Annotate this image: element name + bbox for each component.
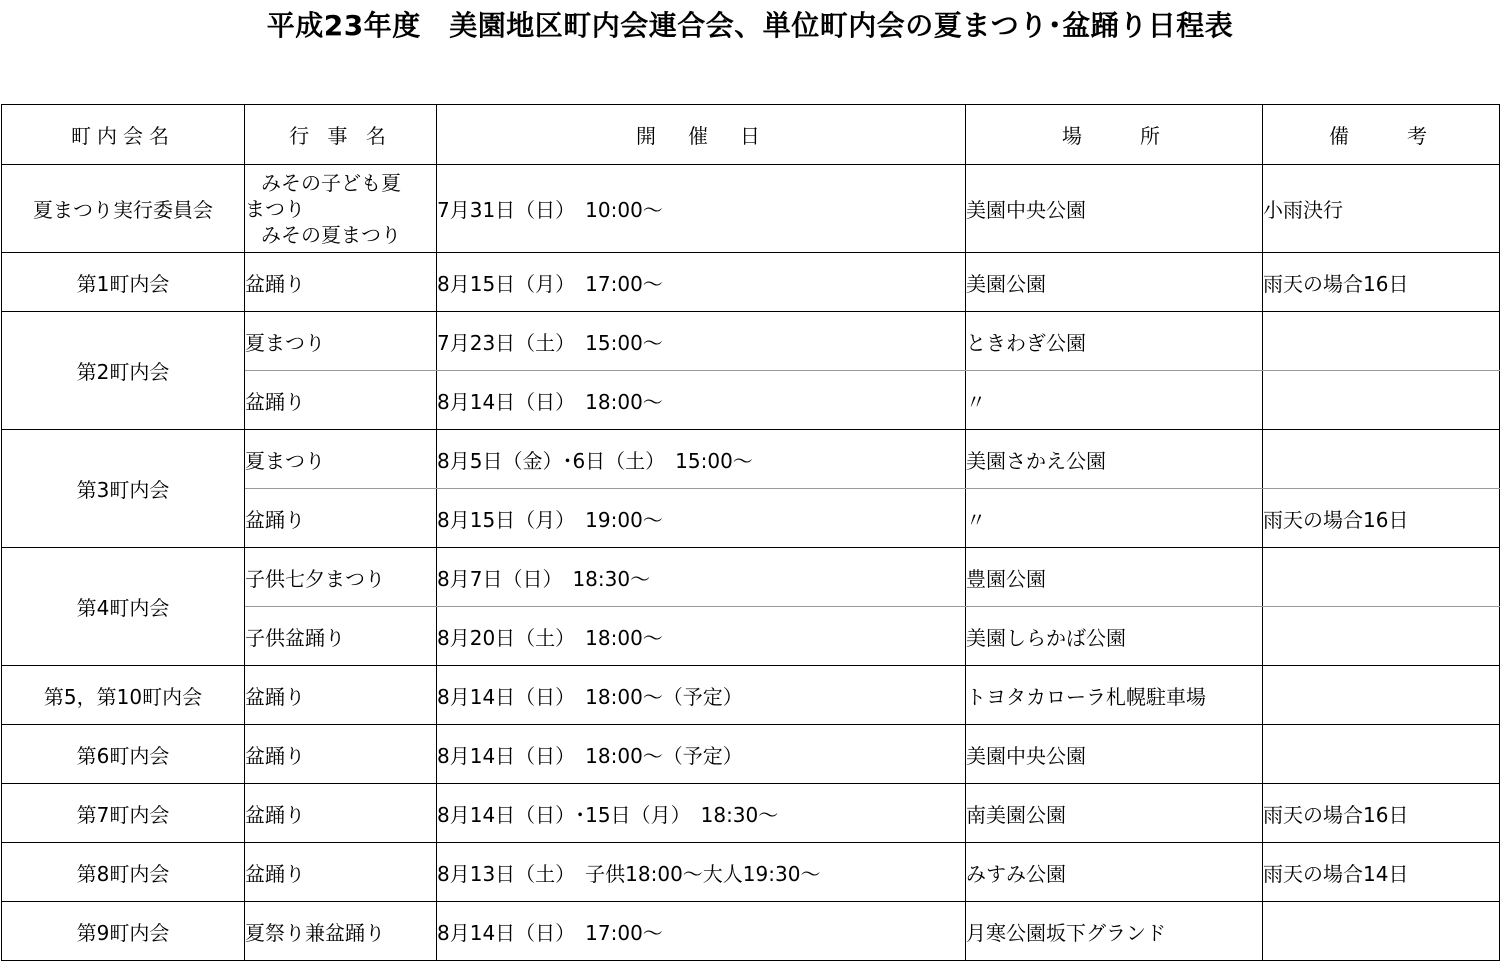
cell-date: 7月23日（土） 15:00～ (437, 312, 966, 371)
cell-note: 雨天の場合16日 (1263, 784, 1500, 843)
cell-date: 8月14日（日） 18:00～ (437, 371, 966, 430)
event-line: みその夏まつり (261, 222, 401, 247)
cell-event: 夏まつり (245, 312, 437, 371)
cell-place: 美園さかえ公園 (966, 430, 1263, 489)
cell-place: 美園公園 (966, 253, 1263, 312)
table-row (2, 902, 1500, 961)
table-row (2, 725, 1500, 784)
cell-note: 雨天の場合16日 (1263, 253, 1500, 312)
table-row (2, 548, 1500, 607)
header-row (2, 105, 1500, 165)
cell-town-association: 第1町内会 (2, 253, 245, 312)
cell-note (1263, 902, 1500, 961)
header-town-association: 町内会名 (2, 105, 245, 165)
cell-event: 夏祭り兼盆踊り (245, 902, 437, 961)
table-row (2, 784, 1500, 843)
cell-place: 美園中央公園 (966, 165, 1263, 253)
cell-event: 夏まつり (245, 430, 437, 489)
cell-place: 豊園公園 (966, 548, 1263, 607)
table-row (2, 312, 1500, 371)
header-date: 開 催 日 (437, 105, 966, 165)
cell-place: 月寒公園坂下グランド (966, 902, 1263, 961)
cell-event (245, 165, 437, 253)
cell-note: 雨天の場合16日 (1263, 489, 1500, 548)
cell-note (1263, 607, 1500, 666)
cell-date: 8月13日（土） 子供18:00～大人19:30～ (437, 843, 966, 902)
cell-note: 小雨決行 (1263, 165, 1500, 253)
schedule-table (1, 104, 1500, 961)
cell-note (1263, 312, 1500, 371)
cell-date: 8月14日（日） 17:00～ (437, 902, 966, 961)
table-row (2, 666, 1500, 725)
cell-event: 子供七夕まつり (245, 548, 437, 607)
cell-date: 8月14日（日） 18:00～（予定） (437, 666, 966, 725)
cell-place: 南美園公園 (966, 784, 1263, 843)
cell-town-association: 夏まつり実行委員会 (2, 165, 245, 253)
table-row (2, 430, 1500, 489)
header-note: 備 考 (1263, 105, 1500, 165)
cell-note (1263, 430, 1500, 489)
cell-note (1263, 548, 1500, 607)
cell-note (1263, 371, 1500, 430)
cell-place: ときわぎ公園 (966, 312, 1263, 371)
table-row (2, 165, 1500, 253)
cell-event: 盆踊り (245, 843, 437, 902)
header-place: 場 所 (966, 105, 1263, 165)
cell-place: 美園しらかば公園 (966, 607, 1263, 666)
cell-place-ditto: 〃 (966, 489, 1263, 548)
cell-event: 盆踊り (245, 725, 437, 784)
cell-event: 子供盆踊り (245, 607, 437, 666)
cell-date: 8月15日（月） 17:00～ (437, 253, 966, 312)
cell-date: 8月7日（日） 18:30～ (437, 548, 966, 607)
header-event: 行 事 名 (245, 105, 437, 165)
cell-town-association: 第2町内会 (2, 312, 245, 430)
cell-town-association: 第7町内会 (2, 784, 245, 843)
page-title: 平成23年度 美園地区町内会連合会、単位町内会の夏まつり･盆踊り日程表 (266, 9, 1234, 42)
cell-date: 8月20日（土） 18:00～ (437, 607, 966, 666)
cell-place: トヨタカローラ札幌駐車場 (966, 666, 1263, 725)
cell-place: 美園中央公園 (966, 725, 1263, 784)
cell-date: 7月31日（日） 10:00～ (437, 165, 966, 253)
event-line: まつり (245, 196, 305, 221)
cell-date: 8月14日（日） 18:00～（予定） (437, 725, 966, 784)
table-row (2, 253, 1500, 312)
cell-date: 8月5日（金）･6日（土） 15:00～ (437, 430, 966, 489)
cell-note (1263, 725, 1500, 784)
cell-town-association: 第3町内会 (2, 430, 245, 548)
cell-town-association: 第5，第10町内会 (2, 666, 245, 725)
cell-place-ditto: 〃 (966, 371, 1263, 430)
cell-place: みすみ公園 (966, 843, 1263, 902)
table-row (2, 843, 1500, 902)
cell-town-association: 第8町内会 (2, 843, 245, 902)
cell-event: 盆踊り (245, 489, 437, 548)
cell-note: 雨天の場合14日 (1263, 843, 1500, 902)
cell-event: 盆踊り (245, 784, 437, 843)
cell-note (1263, 666, 1500, 725)
cell-town-association: 第4町内会 (2, 548, 245, 666)
cell-date: 8月15日（月） 19:00～ (437, 489, 966, 548)
cell-event: 盆踊り (245, 371, 437, 430)
cell-town-association: 第9町内会 (2, 902, 245, 961)
cell-date: 8月14日（日）･15日（月） 18:30～ (437, 784, 966, 843)
event-line: みその子ども夏 (261, 170, 401, 195)
cell-event: 盆踊り (245, 666, 437, 725)
cell-town-association: 第6町内会 (2, 725, 245, 784)
cell-event: 盆踊り (245, 253, 437, 312)
